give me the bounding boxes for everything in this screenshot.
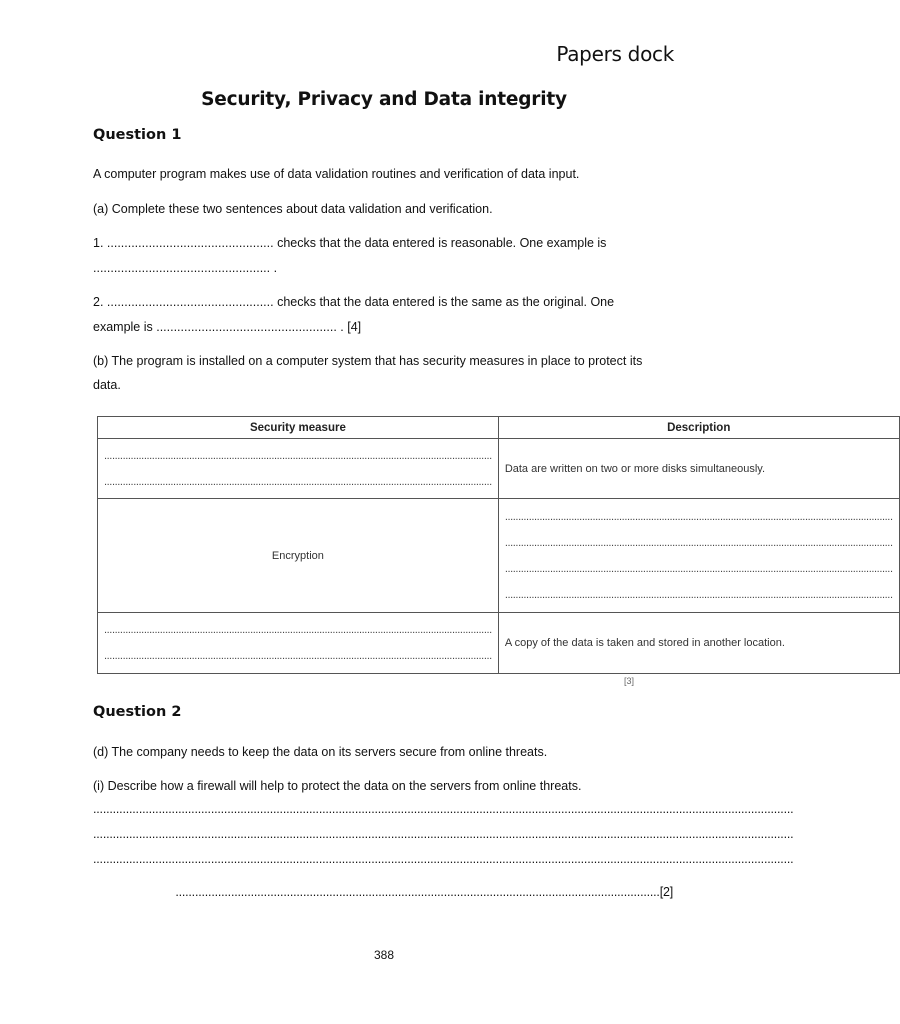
answer-line-3[interactable]: ......................................................................................................................................................................................................................	[93, 852, 794, 866]
sentence2-line1: 2. ................................................ checks that the data entered is the same as the original. One	[93, 295, 615, 309]
answer-dots: ..................................................................................................................................................	[104, 624, 492, 636]
description-answer-cell[interactable]	[498, 499, 899, 613]
part-b-line2: data.	[93, 378, 121, 392]
answer-line-2[interactable]: ......................................................................................................................................................................................................................	[93, 827, 794, 841]
answer-line-4[interactable]: ....................................................................................................................................................[2]	[175, 885, 673, 899]
question2-part-d: (d) The company needs to keep the data on its servers secure from online threats.	[93, 745, 548, 759]
description-cell: A copy of the data is taken and stored in another location.	[498, 613, 899, 674]
table-row	[98, 499, 900, 613]
question1-intro: A computer program makes use of data validation routines and verification of data input.	[93, 167, 580, 181]
table-header-measure: Security measure	[98, 417, 499, 439]
question1-part-a: (a) Complete these two sentences about data validation and verification.	[93, 202, 493, 216]
sentence1-line1: 1. ................................................ checks that the data entered is reasonable. One example is	[93, 236, 607, 250]
page-title: Security, Privacy and Data integrity	[201, 89, 567, 110]
answer-dots: ..................................................................................................................................................	[104, 475, 492, 488]
question1-heading: Question 1	[93, 127, 182, 143]
question2-heading: Question 2	[93, 704, 182, 720]
measure-answer-cell[interactable]	[98, 613, 499, 674]
table-header-description: Description	[498, 417, 899, 439]
sentence1-line2: ................................................... .	[93, 261, 278, 275]
answer-dots: ..................................................................................................................................................	[504, 562, 893, 575]
table-row	[98, 439, 900, 499]
table-marks-cut: [3]	[624, 676, 635, 686]
brand-logo-text: Papers dock	[556, 42, 674, 66]
part-b-line1: (b) The program is installed on a computer system that has security measures in place to protect its	[93, 354, 643, 368]
answer-dots: ..................................................................................................................................................	[104, 650, 492, 662]
answer-dots: ..................................................................................................................................................	[504, 536, 893, 549]
answer-dots: ..................................................................................................................................................	[504, 510, 893, 523]
sentence2-line2: example is .................................................... . [4]	[93, 320, 362, 334]
answer-line-1[interactable]: ......................................................................................................................................................................................................................	[93, 802, 794, 816]
answer-dots: ..................................................................................................................................................	[504, 588, 893, 601]
question2-part-i: (i) Describe how a firewall will help to protect the data on the servers from online threats.	[93, 779, 582, 793]
answer-dots: ..................................................................................................................................................	[104, 449, 492, 462]
measure-cell: Encryption	[98, 499, 499, 613]
page-number: 388	[373, 948, 395, 962]
table-row	[98, 613, 900, 674]
security-measures-table	[97, 416, 900, 674]
description-cell: Data are written on two or more disks simultaneously.	[498, 439, 899, 499]
measure-answer-cell[interactable]	[98, 439, 499, 499]
